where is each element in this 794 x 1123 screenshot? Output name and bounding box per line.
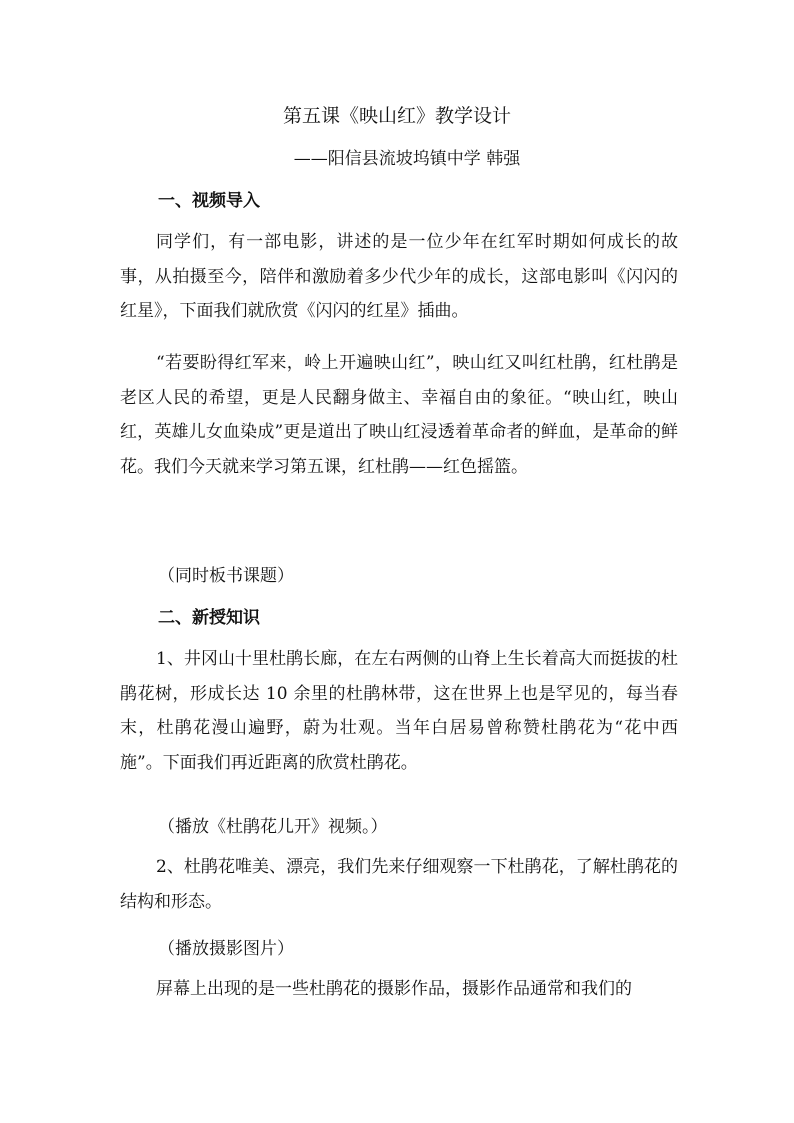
paragraph-observe-flower: 2、杜鹃花唯美、漂亮，我们先来仔细观察一下杜鹃花，了解杜鹃花的结构和形态。 [120,857,678,912]
document-title: 第五课《映山红》教学设计 [282,105,511,127]
note-play-video: （播放《杜鹃花儿开》视频。） [158,817,388,837]
paragraph-intro: 同学们，有一部电影，讲述的是一位少年在红军时期如何成长的故事，从拍摄至今，陪伴和激励着多少代少年的成长，这部电影叫《闪闪的红星》，下面我们就欣赏《闪闪的红星》插曲。 [120,232,678,321]
note-board-title: （同时板书课题） [158,566,294,586]
paragraph-jinggangshan: 1、井冈山十里杜鹃长廊，在左右两侧的山脊上生长着高大而挺拔的杜鹃花树，形成长达 10 余里的杜鹃林带，这在世界上也是罕见的，每当春末，杜鹃花漫山遍野，蔚为壮观。当年白居易曾称赞杜鹃花为“花中西施”。下面我们再近距离的欣赏杜鹃花。 [120,649,678,773]
section-heading-video-intro: 一、视频导入 [158,191,260,211]
document-subtitle: ——阳信县流坡坞镇中学 韩强 [293,149,521,169]
section-heading-new-knowledge: 二、新授知识 [158,608,260,628]
paragraph-photography: 屏幕上出现的是一些杜鹃花的摄影作品，摄影作品通常和我们的 [156,979,632,999]
paragraph-azalea-symbol: “若要盼得红军来，岭上开遍映山红”，映山红又叫红杜鹃，红杜鹃是老区人民的希望，更是人民翻身做主、幸福自由的象征。“映山红，映山红，英雄儿女血染成”更是道出了映山红浸透着革命者的鲜血，是革命的鲜花。我们今天就来学习第五课，红杜鹃——红色摇篮。 [120,353,678,477]
note-play-photos: （播放摄影图片） [158,939,294,959]
